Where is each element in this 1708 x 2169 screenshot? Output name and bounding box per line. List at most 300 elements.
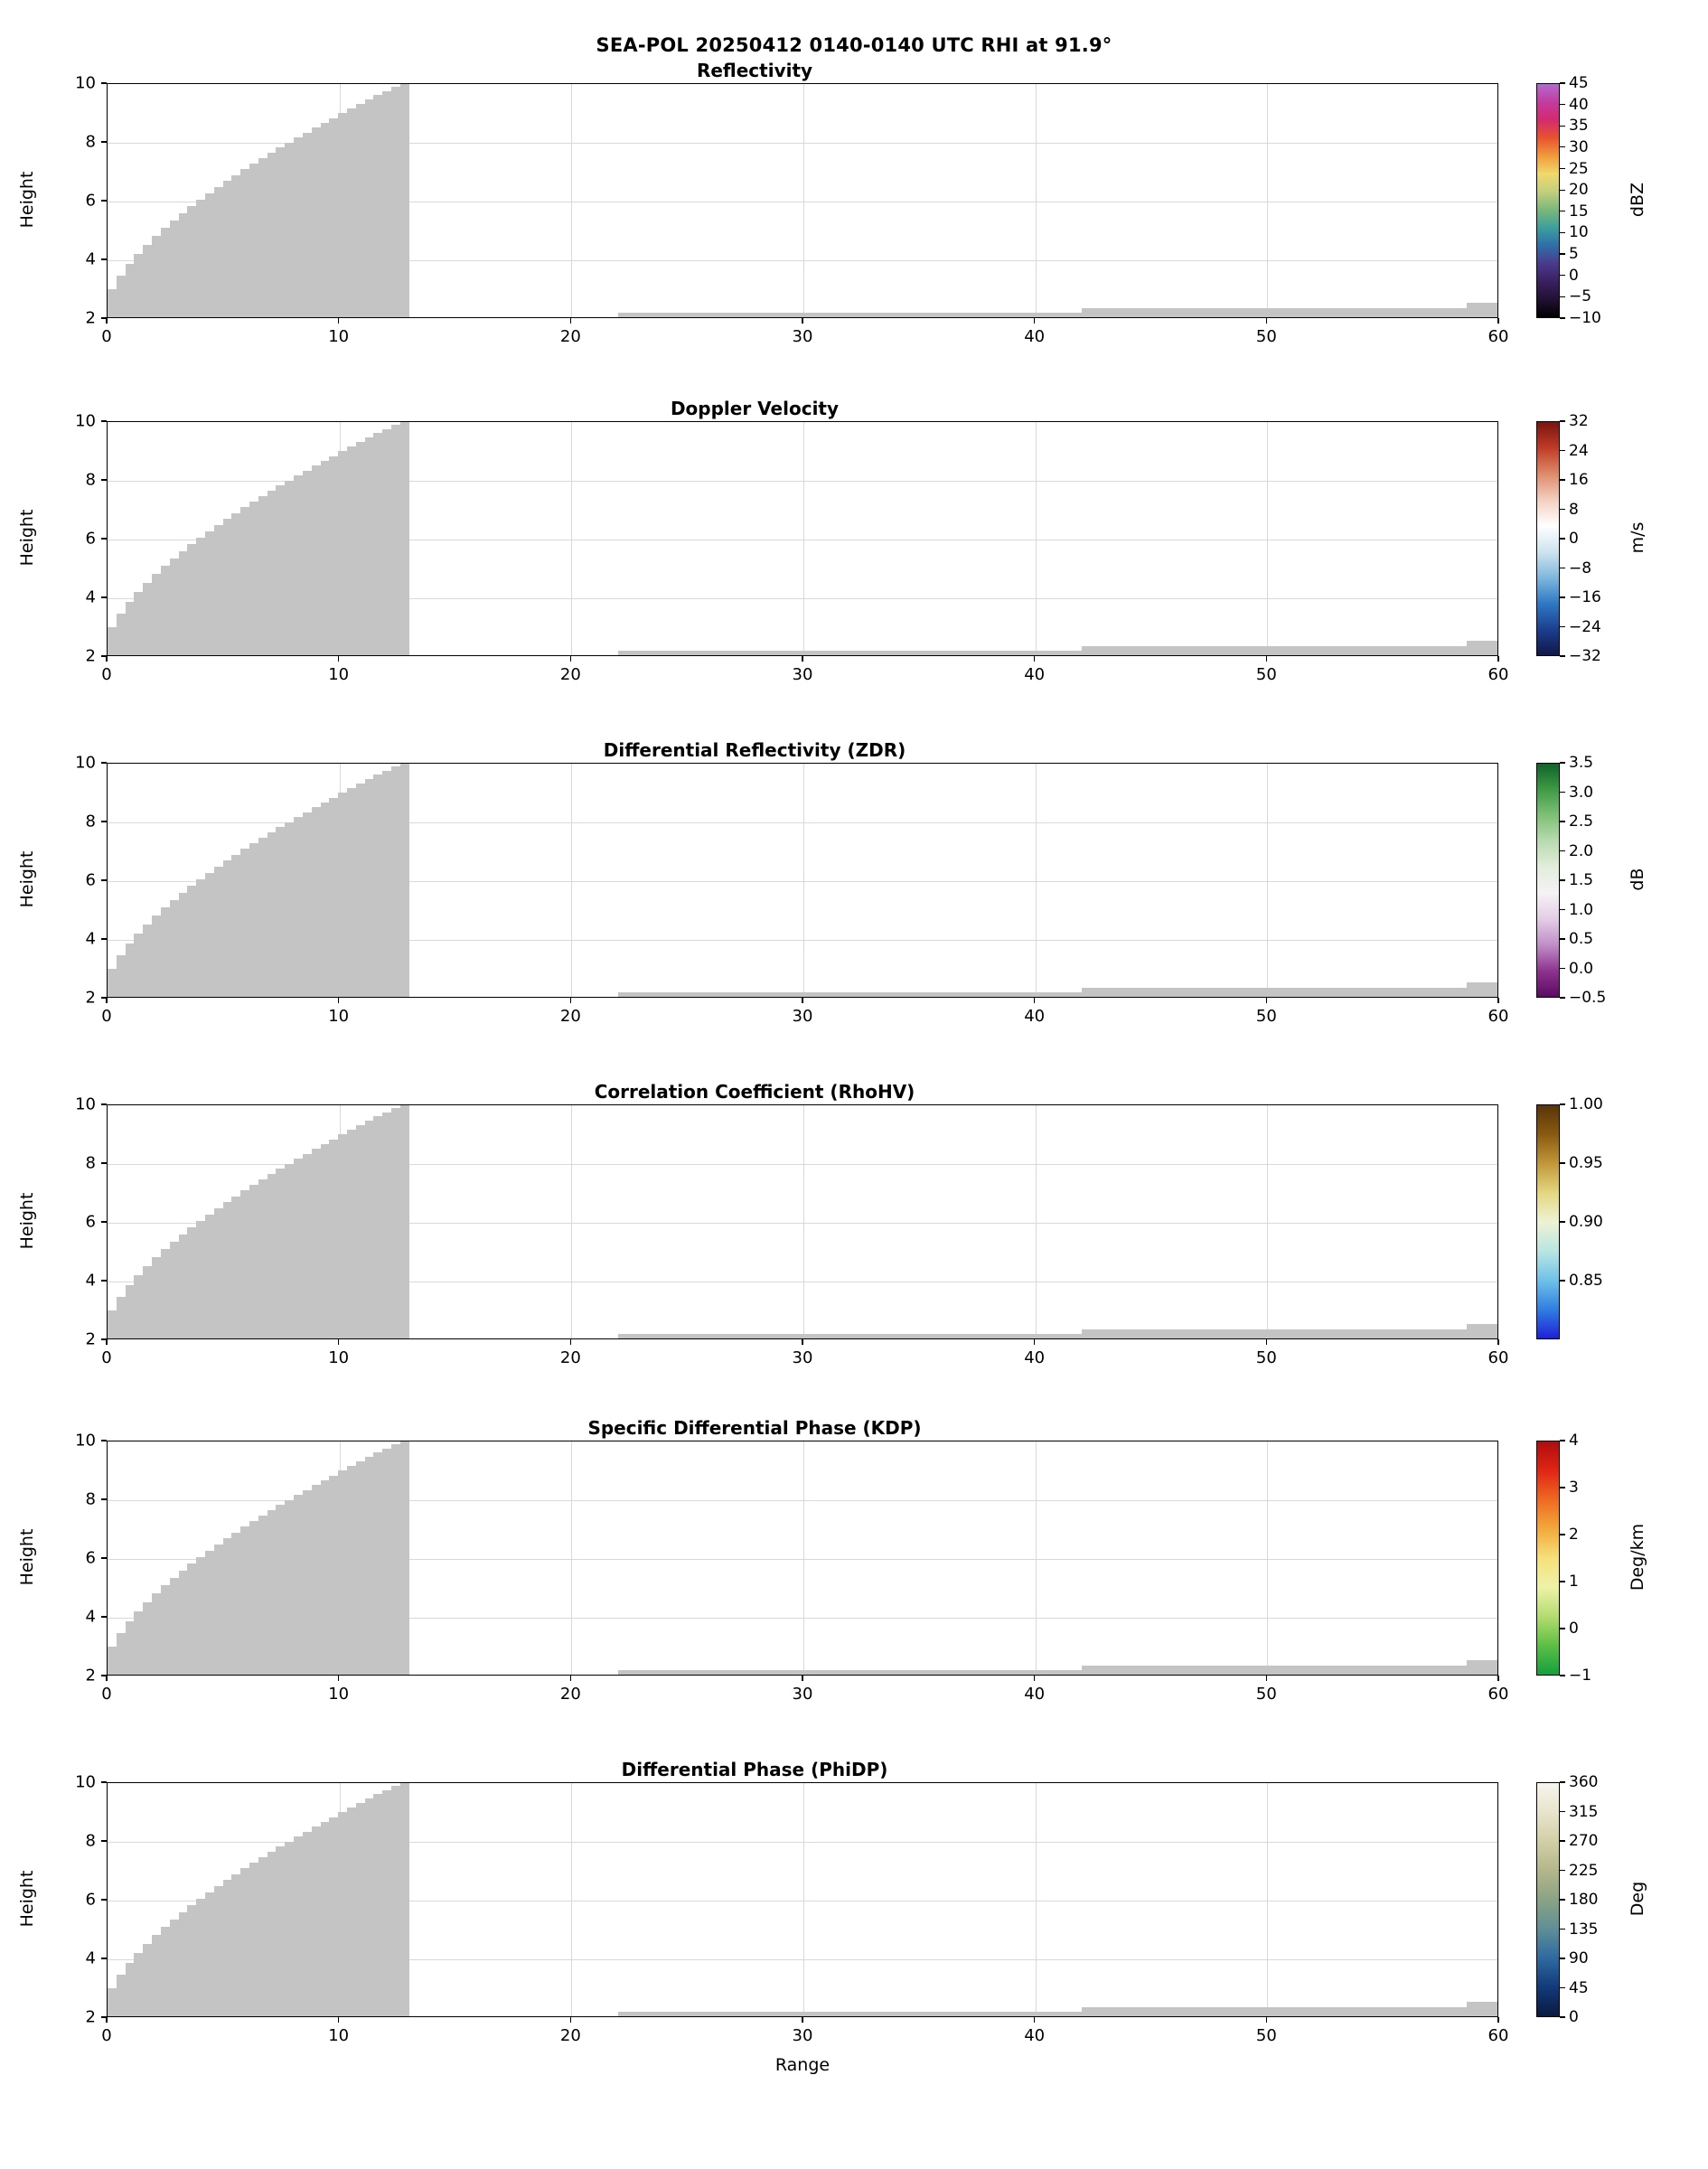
y-tick-mark: [101, 1221, 107, 1222]
colorbar-tick-mark: [1560, 104, 1565, 105]
y-tick-mark: [101, 420, 107, 421]
x-tick-label: 0: [101, 1348, 112, 1367]
x-tick-label: 10: [328, 1007, 350, 1026]
colorbar-tick-mark: [1560, 1534, 1565, 1535]
colorbar-tick-label: 45: [1569, 74, 1589, 92]
plot-area-0: [107, 83, 1498, 318]
colorbar-tick-mark: [1560, 997, 1565, 998]
y-tick-label: 6: [85, 870, 96, 890]
x-tick-label: 30: [792, 327, 813, 346]
masked-region-band: [618, 1334, 1082, 1338]
gridline-vertical: [803, 1783, 804, 2016]
colorbar-tick-mark: [1560, 2016, 1565, 2017]
masked-region-band: [1467, 1660, 1498, 1675]
masked-region-band: [1082, 1329, 1467, 1338]
y-tick-label: 10: [75, 1431, 96, 1451]
y-tick-mark: [101, 1440, 107, 1441]
colorbar-tick-label: 5: [1569, 245, 1579, 264]
x-tick-mark: [1034, 998, 1035, 1003]
y-tick-label: 10: [75, 1094, 96, 1114]
x-tick-label: 50: [1255, 1348, 1277, 1367]
y-tick-mark: [101, 1103, 107, 1104]
x-tick-label: 60: [1487, 1348, 1509, 1367]
x-tick-label: 40: [1024, 327, 1046, 346]
colorbar-tick-mark: [1560, 1280, 1565, 1281]
colorbar-tick-label: 0.95: [1569, 1154, 1603, 1172]
y-tick-mark: [101, 538, 107, 539]
masked-region-cone: [400, 763, 410, 997]
colorbar-tick-label: 40: [1569, 95, 1589, 114]
y-tick-label: 2: [85, 1329, 96, 1349]
colorbar-tick-mark: [1560, 146, 1565, 147]
gridline-vertical: [1036, 764, 1037, 997]
gridline-vertical: [803, 84, 804, 317]
y-tick-mark: [101, 1675, 107, 1676]
colorbar-tick-label: 4: [1569, 1432, 1579, 1450]
y-tick-mark: [101, 2016, 107, 2017]
x-tick-mark: [1266, 1676, 1267, 1681]
colorbar-tick-label: 360: [1569, 1773, 1599, 1791]
x-axis-label: Range: [774, 2055, 831, 2075]
y-tick-mark: [101, 82, 107, 83]
gridline-vertical: [571, 764, 572, 997]
colorbar-tick-label: 32: [1569, 412, 1589, 430]
masked-region-band: [1467, 2002, 1498, 2016]
colorbar-tick-mark: [1560, 275, 1565, 276]
colorbar-label: dB: [1628, 868, 1647, 891]
masked-region-cone: [400, 421, 410, 655]
y-tick-mark: [101, 258, 107, 259]
x-tick-label: 20: [559, 1685, 581, 1704]
masked-region-band: [1082, 1666, 1467, 1675]
colorbar-tick-label: 315: [1569, 1802, 1599, 1821]
x-tick-label: 40: [1024, 1007, 1046, 1026]
colorbar-tick-mark: [1560, 168, 1565, 169]
colorbar-tick-label: 2.0: [1569, 841, 1594, 860]
colorbar-tick-label: 90: [1569, 1949, 1589, 1967]
y-tick-label: 2: [85, 646, 96, 666]
x-tick-label: 40: [1024, 2026, 1046, 2045]
y-tick-label: 2: [85, 1666, 96, 1685]
gridline-vertical: [1267, 764, 1268, 997]
colorbar-tick-mark: [1560, 909, 1565, 910]
panel-title-0: Reflectivity: [696, 60, 813, 81]
panel-title-1: Doppler Velocity: [670, 398, 840, 419]
x-tick-mark: [106, 318, 107, 324]
x-tick-label: 30: [792, 2026, 813, 2045]
x-tick-mark: [1497, 656, 1498, 662]
x-tick-label: 10: [328, 665, 350, 684]
y-axis-label: Height: [17, 1870, 37, 1928]
gridline-vertical: [1267, 1441, 1268, 1675]
x-tick-mark: [338, 2017, 339, 2023]
gridline-vertical: [1036, 1783, 1037, 2016]
x-tick-label: 30: [792, 1348, 813, 1367]
y-tick-label: 4: [85, 1948, 96, 1968]
x-tick-mark: [1497, 1676, 1498, 1681]
y-tick-mark: [101, 938, 107, 939]
y-tick-label: 6: [85, 1548, 96, 1568]
plot-area-5: [107, 1782, 1498, 2017]
colorbar-tick-mark: [1560, 596, 1565, 597]
masked-region-band: [618, 2012, 1082, 2016]
masked-region-cone: [400, 1441, 410, 1675]
x-tick-label: 30: [792, 1685, 813, 1704]
colorbar-tick-label: 3.5: [1569, 754, 1594, 772]
colorbar-tick-mark: [1560, 821, 1565, 822]
x-tick-mark: [570, 656, 571, 662]
colorbar-tick-mark: [1560, 1899, 1565, 1900]
masked-region-band: [1082, 988, 1467, 997]
gridline-vertical: [1036, 422, 1037, 655]
colorbar-tick-mark: [1560, 253, 1565, 254]
colorbar-tick-mark: [1560, 538, 1565, 539]
y-tick-label: 4: [85, 587, 96, 607]
y-tick-label: 6: [85, 191, 96, 211]
y-tick-mark: [101, 141, 107, 142]
y-tick-mark: [101, 1781, 107, 1782]
masked-region-band: [1467, 982, 1498, 997]
panel-title-3: Correlation Coefficient (RhoHV): [594, 1081, 915, 1103]
colorbar-0: [1536, 83, 1560, 318]
x-tick-mark: [106, 656, 107, 662]
colorbar-tick-label: 180: [1569, 1891, 1599, 1909]
colorbar-tick-label: 8: [1569, 500, 1579, 519]
y-tick-mark: [101, 479, 107, 480]
colorbar-tick-mark: [1560, 1781, 1565, 1782]
colorbar-tick-label: 3.0: [1569, 783, 1594, 802]
colorbar-tick-label: 270: [1569, 1832, 1599, 1850]
gridline-vertical: [1267, 84, 1268, 317]
plot-area-4: [107, 1441, 1498, 1676]
x-tick-label: 50: [1255, 1007, 1277, 1026]
y-tick-mark: [101, 762, 107, 763]
x-tick-mark: [570, 998, 571, 1003]
y-tick-label: 6: [85, 529, 96, 549]
gridline-vertical: [803, 764, 804, 997]
x-tick-mark: [570, 318, 571, 324]
masked-region-band: [1467, 641, 1498, 655]
gridline-vertical: [571, 422, 572, 655]
y-tick-mark: [101, 1162, 107, 1163]
y-tick-label: 2: [85, 988, 96, 1008]
x-tick-label: 60: [1487, 1007, 1509, 1026]
y-tick-label: 4: [85, 929, 96, 949]
colorbar-tick-mark: [1560, 82, 1565, 83]
colorbar-tick-label: 35: [1569, 117, 1589, 136]
colorbar-tick-mark: [1560, 1840, 1565, 1841]
colorbar-tick-mark: [1560, 1581, 1565, 1582]
x-tick-label: 30: [792, 1007, 813, 1026]
panel-title-2: Differential Reflectivity (ZDR): [603, 739, 906, 761]
y-tick-mark: [101, 821, 107, 822]
x-tick-label: 20: [559, 327, 581, 346]
x-tick-mark: [1266, 656, 1267, 662]
panel-title-5: Differential Phase (PhiDP): [621, 1759, 888, 1780]
colorbar-tick-label: 0: [1569, 266, 1579, 285]
colorbar-tick-mark: [1560, 1628, 1565, 1629]
y-tick-mark: [101, 1616, 107, 1617]
x-tick-label: 50: [1255, 2026, 1277, 2045]
gridline-vertical: [571, 1441, 572, 1675]
x-tick-mark: [106, 1676, 107, 1681]
colorbar-tick-label: 0.5: [1569, 930, 1594, 948]
masked-region-band: [1082, 308, 1467, 317]
y-tick-label: 8: [85, 812, 96, 831]
colorbar-tick-label: 135: [1569, 1920, 1599, 1939]
colorbar-tick-label: 0: [1569, 2008, 1579, 2026]
masked-region-band: [1467, 303, 1498, 317]
colorbar-tick-label: 1.5: [1569, 871, 1594, 889]
x-tick-mark: [1266, 1339, 1267, 1345]
y-tick-label: 10: [75, 411, 96, 431]
colorbar-tick-label: 10: [1569, 223, 1589, 242]
colorbar-tick-mark: [1560, 420, 1565, 421]
colorbar-label: Deg: [1628, 1881, 1647, 1917]
x-tick-mark: [1497, 1339, 1498, 1345]
colorbar-tick-label: 45: [1569, 1978, 1589, 1997]
x-tick-mark: [338, 1676, 339, 1681]
masked-region-band: [1082, 646, 1467, 655]
colorbar-tick-label: 24: [1569, 441, 1589, 460]
colorbar-tick-mark: [1560, 296, 1565, 297]
masked-region-band: [618, 992, 1082, 997]
gridline-vertical: [1036, 84, 1037, 317]
x-tick-mark: [1497, 998, 1498, 1003]
y-tick-mark: [101, 1899, 107, 1900]
colorbar-tick-mark: [1560, 626, 1565, 627]
colorbar-tick-label: 0.85: [1569, 1272, 1603, 1290]
x-tick-mark: [1497, 318, 1498, 324]
gridline-vertical: [803, 1105, 804, 1338]
x-tick-label: 20: [559, 2026, 581, 2045]
colorbar-tick-mark: [1560, 1487, 1565, 1488]
x-tick-mark: [106, 2017, 107, 2023]
colorbar-tick-mark: [1560, 1870, 1565, 1871]
colorbar-tick-label: 1.00: [1569, 1095, 1603, 1113]
colorbar-tick-label: 225: [1569, 1861, 1599, 1880]
x-tick-label: 40: [1024, 1348, 1046, 1367]
y-axis-label: Height: [17, 171, 37, 229]
x-tick-mark: [106, 998, 107, 1003]
colorbar-tick-mark: [1560, 126, 1565, 127]
colorbar-tick-label: −16: [1569, 588, 1601, 606]
x-tick-label: 0: [101, 1685, 112, 1704]
masked-region-cone: [400, 83, 410, 317]
y-tick-label: 6: [85, 1212, 96, 1232]
gridline-vertical: [571, 1105, 572, 1338]
plot-area-1: [107, 421, 1498, 656]
masked-region-band: [1467, 1324, 1498, 1338]
gridline-vertical: [571, 1783, 572, 2016]
gridline-vertical: [571, 84, 572, 317]
x-tick-mark: [338, 998, 339, 1003]
colorbar-label: dBZ: [1628, 182, 1647, 218]
x-tick-label: 50: [1255, 1685, 1277, 1704]
colorbar-tick-mark: [1560, 762, 1565, 763]
x-tick-mark: [1266, 2017, 1267, 2023]
y-tick-label: 8: [85, 1489, 96, 1509]
y-tick-mark: [101, 317, 107, 318]
colorbar-tick-mark: [1560, 190, 1565, 191]
x-tick-mark: [1034, 2017, 1035, 2023]
gridline-vertical: [803, 1441, 804, 1675]
x-tick-mark: [106, 1339, 107, 1345]
y-axis-label: Height: [17, 850, 37, 908]
colorbar-tick-mark: [1560, 479, 1565, 480]
x-tick-label: 0: [101, 2026, 112, 2045]
y-axis-label: Height: [17, 509, 37, 567]
colorbar-label: m/s: [1628, 521, 1647, 554]
y-tick-mark: [101, 1557, 107, 1558]
x-tick-label: 40: [1024, 665, 1046, 684]
masked-region-band: [1082, 2007, 1467, 2016]
colorbar-tick-mark: [1560, 232, 1565, 233]
x-tick-label: 20: [559, 1007, 581, 1026]
colorbar-tick-mark: [1560, 938, 1565, 939]
y-tick-label: 6: [85, 1890, 96, 1910]
colorbar-label: Deg/km: [1628, 1523, 1647, 1592]
y-tick-label: 4: [85, 249, 96, 269]
x-tick-label: 60: [1487, 1685, 1509, 1704]
x-tick-label: 60: [1487, 327, 1509, 346]
x-tick-label: 0: [101, 665, 112, 684]
masked-region-band: [618, 1670, 1082, 1675]
colorbar-tick-label: −10: [1569, 309, 1601, 327]
colorbar-tick-label: −0.5: [1569, 989, 1607, 1007]
colorbar-tick-label: −8: [1569, 559, 1592, 577]
x-tick-label: 60: [1487, 665, 1509, 684]
x-tick-mark: [570, 1339, 571, 1345]
x-tick-mark: [338, 1339, 339, 1345]
figure-suptitle: SEA-POL 20250412 0140-0140 UTC RHI at 91.9°: [596, 34, 1112, 56]
x-tick-mark: [1034, 318, 1035, 324]
x-tick-label: 10: [328, 2026, 350, 2045]
y-tick-label: 8: [85, 132, 96, 152]
colorbar-2: [1536, 763, 1560, 998]
colorbar-tick-label: 0: [1569, 530, 1579, 548]
x-tick-label: 10: [328, 327, 350, 346]
x-tick-mark: [1034, 1339, 1035, 1345]
colorbar-tick-mark: [1560, 850, 1565, 851]
plot-area-2: [107, 763, 1498, 998]
colorbar-tick-label: 2: [1569, 1526, 1579, 1544]
colorbar-tick-label: 0.90: [1569, 1213, 1603, 1231]
y-axis-label: Height: [17, 1192, 37, 1250]
masked-region-cone: [400, 1782, 410, 2016]
x-tick-label: 50: [1255, 327, 1277, 346]
colorbar-tick-label: −1: [1569, 1667, 1592, 1685]
plot-area-3: [107, 1104, 1498, 1339]
colorbar-tick-label: 1: [1569, 1573, 1579, 1591]
x-tick-label: 40: [1024, 1685, 1046, 1704]
colorbar-tick-mark: [1560, 1811, 1565, 1812]
colorbar-tick-mark: [1560, 879, 1565, 880]
x-tick-mark: [1034, 1676, 1035, 1681]
x-tick-label: 50: [1255, 665, 1277, 684]
x-tick-label: 30: [792, 665, 813, 684]
colorbar-tick-label: 0: [1569, 1620, 1579, 1638]
x-tick-mark: [338, 656, 339, 662]
colorbar-tick-label: −24: [1569, 617, 1601, 636]
colorbar-tick-mark: [1560, 317, 1565, 318]
y-tick-mark: [101, 997, 107, 998]
x-tick-label: 0: [101, 327, 112, 346]
y-tick-label: 10: [75, 753, 96, 773]
y-tick-label: 8: [85, 470, 96, 490]
colorbar-tick-mark: [1560, 792, 1565, 793]
masked-region-band: [618, 651, 1082, 655]
colorbar-tick-mark: [1560, 1675, 1565, 1676]
colorbar-tick-label: 16: [1569, 471, 1589, 489]
y-tick-label: 8: [85, 1153, 96, 1173]
x-tick-mark: [1034, 656, 1035, 662]
colorbar-tick-mark: [1560, 1162, 1565, 1163]
y-tick-mark: [101, 655, 107, 656]
y-tick-label: 10: [75, 1772, 96, 1792]
y-tick-label: 8: [85, 1831, 96, 1851]
x-tick-mark: [1266, 318, 1267, 324]
gridline-vertical: [1267, 1105, 1268, 1338]
colorbar-tick-label: 2.5: [1569, 812, 1594, 831]
y-tick-label: 2: [85, 2007, 96, 2027]
masked-region-band: [618, 313, 1082, 317]
colorbar-tick-label: 3: [1569, 1479, 1579, 1497]
panel-title-4: Specific Differential Phase (KDP): [587, 1417, 922, 1439]
colorbar-tick-label: −32: [1569, 647, 1601, 665]
gridline-vertical: [1036, 1105, 1037, 1338]
colorbar-tick-mark: [1560, 450, 1565, 451]
gridline-vertical: [1267, 422, 1268, 655]
y-tick-label: 4: [85, 1271, 96, 1291]
colorbar-tick-label: 0.0: [1569, 959, 1594, 978]
gridline-vertical: [1267, 1783, 1268, 2016]
x-tick-label: 20: [559, 1348, 581, 1367]
colorbar-tick-mark: [1560, 509, 1565, 510]
x-tick-mark: [1497, 2017, 1498, 2023]
y-tick-label: 2: [85, 308, 96, 328]
masked-region-cone: [400, 1104, 410, 1338]
y-tick-label: 4: [85, 1607, 96, 1627]
colorbar-tick-label: −5: [1569, 287, 1592, 306]
y-tick-mark: [101, 879, 107, 880]
x-tick-label: 60: [1487, 2026, 1509, 2045]
y-tick-mark: [101, 1280, 107, 1281]
x-tick-label: 10: [328, 1685, 350, 1704]
colorbar-tick-mark: [1560, 1221, 1565, 1222]
colorbar-4: [1536, 1441, 1560, 1676]
colorbar-tick-mark: [1560, 1440, 1565, 1441]
y-tick-mark: [101, 1338, 107, 1339]
gridline-vertical: [803, 422, 804, 655]
colorbar-tick-label: 30: [1569, 137, 1589, 156]
colorbar-tick-label: 20: [1569, 181, 1589, 200]
colorbar-tick-label: 25: [1569, 159, 1589, 178]
colorbar-tick-mark: [1560, 968, 1565, 969]
colorbar-tick-label: 1.0: [1569, 900, 1594, 919]
y-tick-mark: [101, 200, 107, 201]
colorbar-tick-mark: [1560, 655, 1565, 656]
colorbar-1: [1536, 421, 1560, 656]
colorbar-tick-mark: [1560, 1987, 1565, 1988]
gridline-vertical: [1036, 1441, 1037, 1675]
y-axis-label: Height: [17, 1528, 37, 1586]
x-tick-mark: [570, 2017, 571, 2023]
colorbar-tick-mark: [1560, 1103, 1565, 1104]
y-tick-label: 10: [75, 73, 96, 93]
x-tick-mark: [570, 1676, 571, 1681]
y-tick-mark: [101, 1840, 107, 1841]
